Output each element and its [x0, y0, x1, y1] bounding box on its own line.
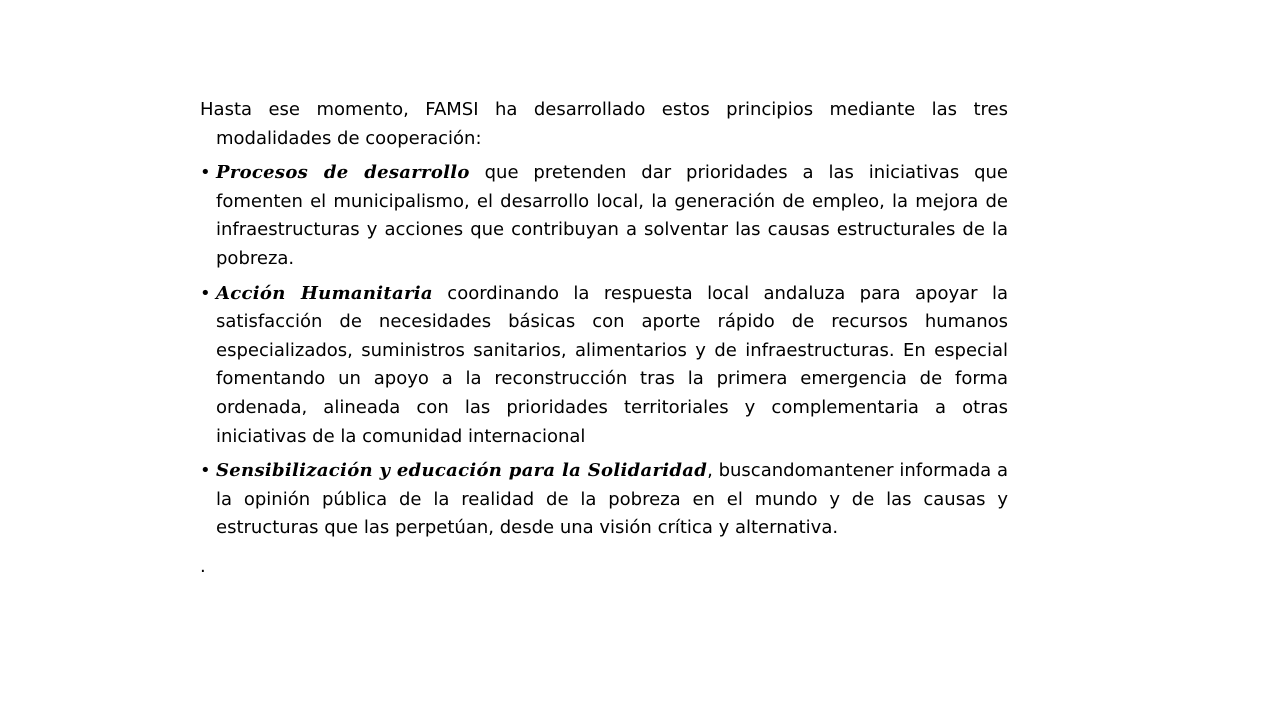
- bullet-accion-humanitaria: [200, 280, 1008, 452]
- bullet-procesos-de-desarrollo: [200, 159, 1008, 273]
- bullet-term: Procesos de desarrollo: [216, 162, 470, 184]
- bullet-icon: •: [200, 460, 211, 482]
- bullet-icon: •: [200, 162, 211, 184]
- bullet-text: que pretenden dar prioridades a las iniciativas que fomenten el municipalismo, el desarrollo local, la generación de empleo, la mejora de infraestructuras y acciones que contribuyan a solventar las causas estructurales de la pobreza.: [216, 162, 1009, 269]
- trailing-period: .: [200, 555, 206, 577]
- bullet-text: coordinando la respuesta local andaluza para apoyar la satisfacción de necesidades básicas con aporte rápido de recursos humanos especializados, suministros sanitarios, alimentarios y de infraestructuras. En especial fomentando un apoyo a la reconstrucción tras la primera emergencia de forma ordenada, alineada con las prioridades territoriales y complementaria a otras iniciativas de la comunidad internacional: [216, 282, 1008, 447]
- bullet-term: Acción Humanitaria: [216, 282, 433, 304]
- text-body: [200, 96, 1008, 582]
- bullet-term: Sensibilización y educación para la Solidaridad: [216, 460, 708, 482]
- bullet-icon: •: [200, 282, 211, 304]
- intro-paragraph: Hasta ese momento, FAMSI ha desarrollado estos principios mediante las tres modalidades de cooperación:: [200, 99, 1008, 149]
- bullet-sensibilizacion: [200, 457, 1008, 543]
- bullet-text: , buscandomantener informada a la opinión pública de la realidad de la pobreza en el mundo y de las causas y estructuras que las perpetúan, desde una visión crítica y alternativa.: [216, 460, 1008, 539]
